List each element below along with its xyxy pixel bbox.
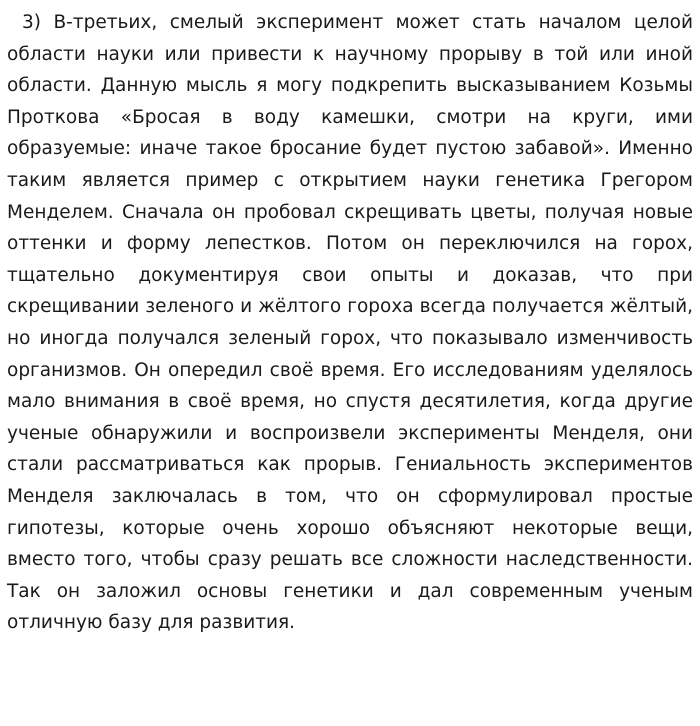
document-body: [7, 7, 693, 639]
paragraph-text: 3) В-третьих, смелый эксперимент может стать началом целой области науки или привести к научному прорыву в той или иной области. Данную мысль я могу подкрепить высказыванием Козьмы Проткова «Бросая в воду камешки, смотри на круги, ими образуемые: иначе такое бросание будет пустою забавой». Именно таким является пример с открытием науки генетика Грегором Менделем. Сначала он пробовал скрещивать цветы, получая новые оттенки и форму лепестков. Потом он переключился на горох, тщательно документируя свои опыты и доказав, что при скрещивании зеленого и жёлтого гороха всегда получается жёлтый, но иногда получался зеленый горох, что показывало изменчивость организмов. Он опередил своё время. Его исследованиям уделялось мало внимания в своё время, но спустя десятилетия, когда другие ученые обнаружили и воспроизвели эксперименты Менделя, они стали рассматриваться как прорыв. Гениальность экспериментов Менделя заключалась в том, что он сформулировал простые гипотезы, которые очень хорошо объясняют некоторые вещи, вместо того, чтобы сразу решать все сложности наследственности. Так он заложил основы генетики и дал современным ученым отличную базу для развития.: [7, 12, 693, 634]
